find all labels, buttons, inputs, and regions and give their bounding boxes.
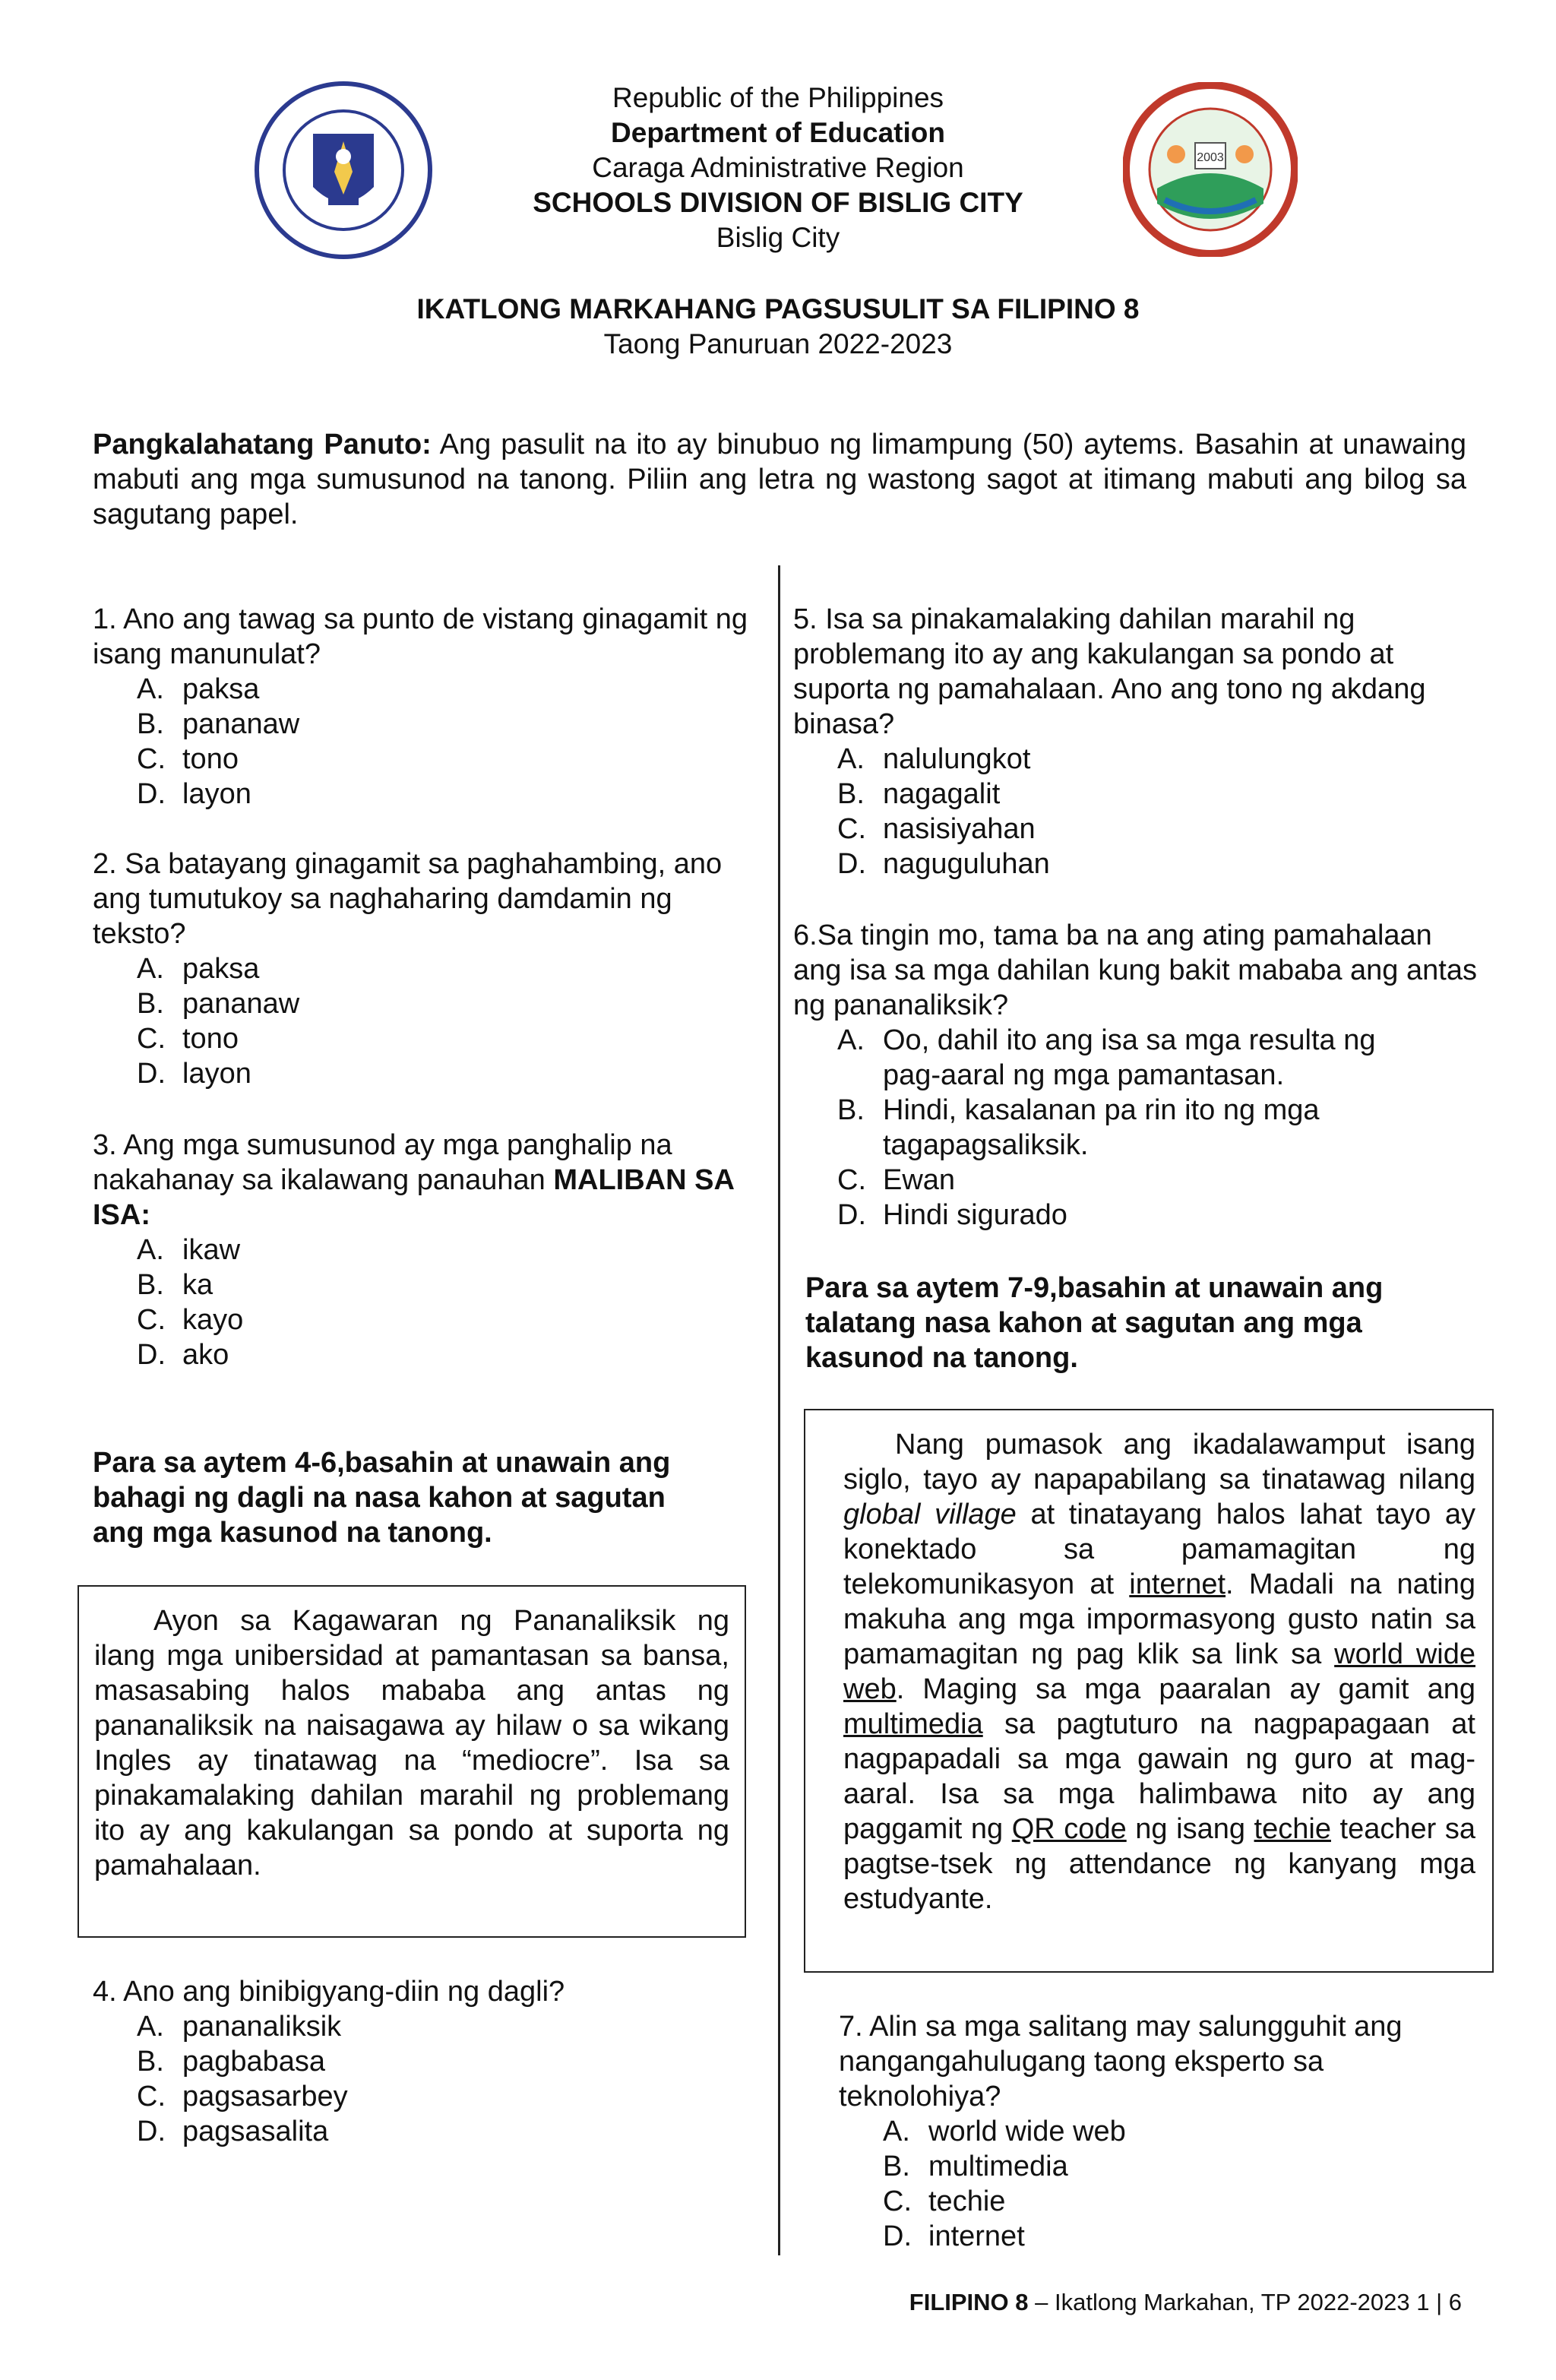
option-d[interactable]: D. naguguluhan (837, 848, 1050, 880)
header-republic: Republic of the Philippines (612, 82, 944, 113)
option-a[interactable]: A. world wide web (883, 2116, 1126, 2147)
question-1-stem: 1. Ano ang tawag sa punto de vistang ginagamit ng isang manunulat? (93, 603, 748, 670)
option-c[interactable]: C. Ewan (837, 1164, 956, 1196)
option-c[interactable]: C. tono (137, 743, 239, 775)
term-qr-code: QR code (1011, 1813, 1127, 1845)
instructions-text: Ang pasulit na ito ay binubuo ng limampung (50) aytems. Basahin at unawaing mabuti ang mga sumusunod na tanong. Piliin ang letra ng wastong sagot at itimang mabuti ang bilog sa sagutang papel. (93, 429, 1466, 530)
header-department: Department of Education (611, 117, 945, 148)
option-d[interactable]: D. Hindi sigurado (837, 1199, 1067, 1231)
option-c[interactable]: C. techie (883, 2185, 1006, 2217)
directions-items-4-6: Para sa aytem 4-6,basahin at unawain ang bahagi ng dagli na nasa kahon at sagutan ang mga kasunod na tanong. (93, 1447, 671, 1549)
question-2 (93, 847, 761, 1091)
option-b[interactable]: B. pananaw (137, 708, 300, 740)
option-d[interactable]: D. ako (137, 1339, 229, 1371)
header-division: SCHOOLS DIVISION OF BISLIG CITY (533, 187, 1023, 218)
svg-text:2003: 2003 (1197, 151, 1224, 164)
option-b[interactable]: B. pagbabasa (137, 2046, 326, 2078)
option-a[interactable]: A. nalulungkot (837, 743, 1031, 775)
option-a[interactable]: A. ikaw (137, 1234, 241, 1266)
footer-info: – Ikatlong Markahan, TP 2022-2023 1 | 6 (1028, 2289, 1462, 2315)
question-6 (793, 918, 1477, 1233)
option-b[interactable]: B. pananaw (137, 988, 300, 1020)
option-c[interactable]: C. nasisiyahan (837, 813, 1036, 845)
directions-items-7-9: Para sa aytem 7-9,basahin at unawain ang talatang nasa kahon at sagutan ang mga kasunod na tanong. (805, 1272, 1384, 1374)
passage-box-2 (804, 1409, 1494, 1973)
term-techie: techie (1254, 1813, 1331, 1845)
option-a[interactable]: A. paksa (137, 673, 260, 705)
option-d[interactable]: D. internet (883, 2220, 1025, 2252)
option-c[interactable]: C. kayo (137, 1304, 244, 1336)
footer-subject: FILIPINO 8 (909, 2289, 1029, 2315)
option-a[interactable]: A. pananaliksik (137, 2011, 342, 2043)
option-a[interactable]: A. Oo, dahil ito ang isa sa mga resulta ng pag-aaral ng mga pamantasan. (837, 1024, 1376, 1091)
question-6-stem: 6.Sa tingin mo, tama ba na ang ating pamahalaan ang isa sa mga dahilan kung bakit mababa ang antas ng pananaliksik? (793, 919, 1477, 1021)
question-2-stem: 2. Sa batayang ginagamit sa paghahambing, ano ang tumutukoy sa naghaharing damdamin ng teksto? (93, 848, 723, 950)
exam-year: Taong Panuruan 2022-2023 (603, 328, 953, 359)
question-7 (839, 2009, 1462, 2254)
option-d[interactable]: D. layon (137, 1058, 251, 1090)
option-c[interactable]: C. pagsasarbey (137, 2081, 348, 2113)
question-3-stem: 3. Ang mga sumusunod ay mga panghalip na nakahanay sa ikalawang panauhan MALIBAN SA ISA: (93, 1129, 734, 1231)
passage-1-text: Ayon sa Kagawaran ng Pananaliksik ng ilang mga unibersidad at pamantasan sa bansa, masasabing halos mababa ang antas ng pananaliksik na naisagawa ay hilaw o sa wikang Ingles ay tinatawag na “mediocre”. Isa sa pinakamalaking dahilan marahil ng problemang ito ay ang kakulangan sa pondo at suporta ng pamahalaan. (94, 1605, 729, 1882)
option-d[interactable]: D. pagsasalita (137, 2116, 329, 2147)
header-city: Bislig City (716, 222, 840, 253)
option-a[interactable]: A. paksa (137, 953, 260, 985)
term-internet: internet (1129, 1568, 1226, 1600)
passage-2-text: Nang pumasok ang ikadalawamput isang siglo, tayo ay napapabilang sa tinatawag nilang global village at tinatayang halos lahat tayo ay konektado sa pamamagitan ng telekomunikasyon at internet. Madali na nating makuha ang mga impormasyong gusto natin sa pamamagitan ng pag klik sa link sa world wide web. Maging sa mga paaralan ay gamit ang multimedia sa pagtuturo na nagpapagaan at nagpapadali sa mga gawain ng guro at mag-aaral. Isa sa mga halimbawa nito ay ang paggamit ng QR code ng isang techie teacher sa pagtse-tsek ng attendance ng kanyang mga estudyante. (843, 1429, 1475, 1915)
option-b[interactable]: B. nagagalit (837, 778, 1001, 810)
exam-title: IKATLONG MARKAHANG PAGSUSULIT SA FILIPINO 8 (416, 293, 1140, 324)
question-5 (793, 602, 1477, 881)
maliban-sa-isa: MALIBAN SA ISA: (93, 1164, 734, 1231)
option-b[interactable]: B. ka (137, 1269, 213, 1301)
term-global-village: global village (843, 1499, 1017, 1530)
instructions-label: Pangkalahatang Panuto: (93, 429, 432, 460)
term-world-wide-web: world wide web (843, 1638, 1475, 1705)
question-3 (93, 1128, 761, 1372)
question-1 (93, 602, 761, 812)
question-4-stem: 4. Ano ang binibigyang-diin ng dagli? (93, 1976, 565, 2008)
page-footer (760, 2287, 1462, 2318)
option-c[interactable]: C. tono (137, 1023, 239, 1055)
term-multimedia: multimedia (843, 1708, 983, 1740)
question-5-stem: 5. Isa sa pinakamalaking dahilan marahil ng problemang ito ay ang kakulangan sa pondo at suporta ng pamahalaan. Ano ang tono ng akdang binasa? (793, 603, 1426, 740)
option-d[interactable]: D. layon (137, 778, 251, 810)
passage-box-1 (77, 1585, 746, 1938)
option-b[interactable]: B. Hindi, kasalanan pa rin ito ng mga tagapagsaliksik. (837, 1094, 1320, 1161)
question-4 (93, 1974, 761, 2149)
question-7-stem: 7. Alin sa mga salitang may salungguhit ang nangangahulugang taong eksperto sa teknolohiya? (839, 2011, 1403, 2113)
option-b[interactable]: B. multimedia (883, 2151, 1068, 2182)
column-divider (778, 565, 780, 2255)
header-region: Caraga Administrative Region (592, 152, 964, 183)
general-instructions (93, 427, 1466, 532)
